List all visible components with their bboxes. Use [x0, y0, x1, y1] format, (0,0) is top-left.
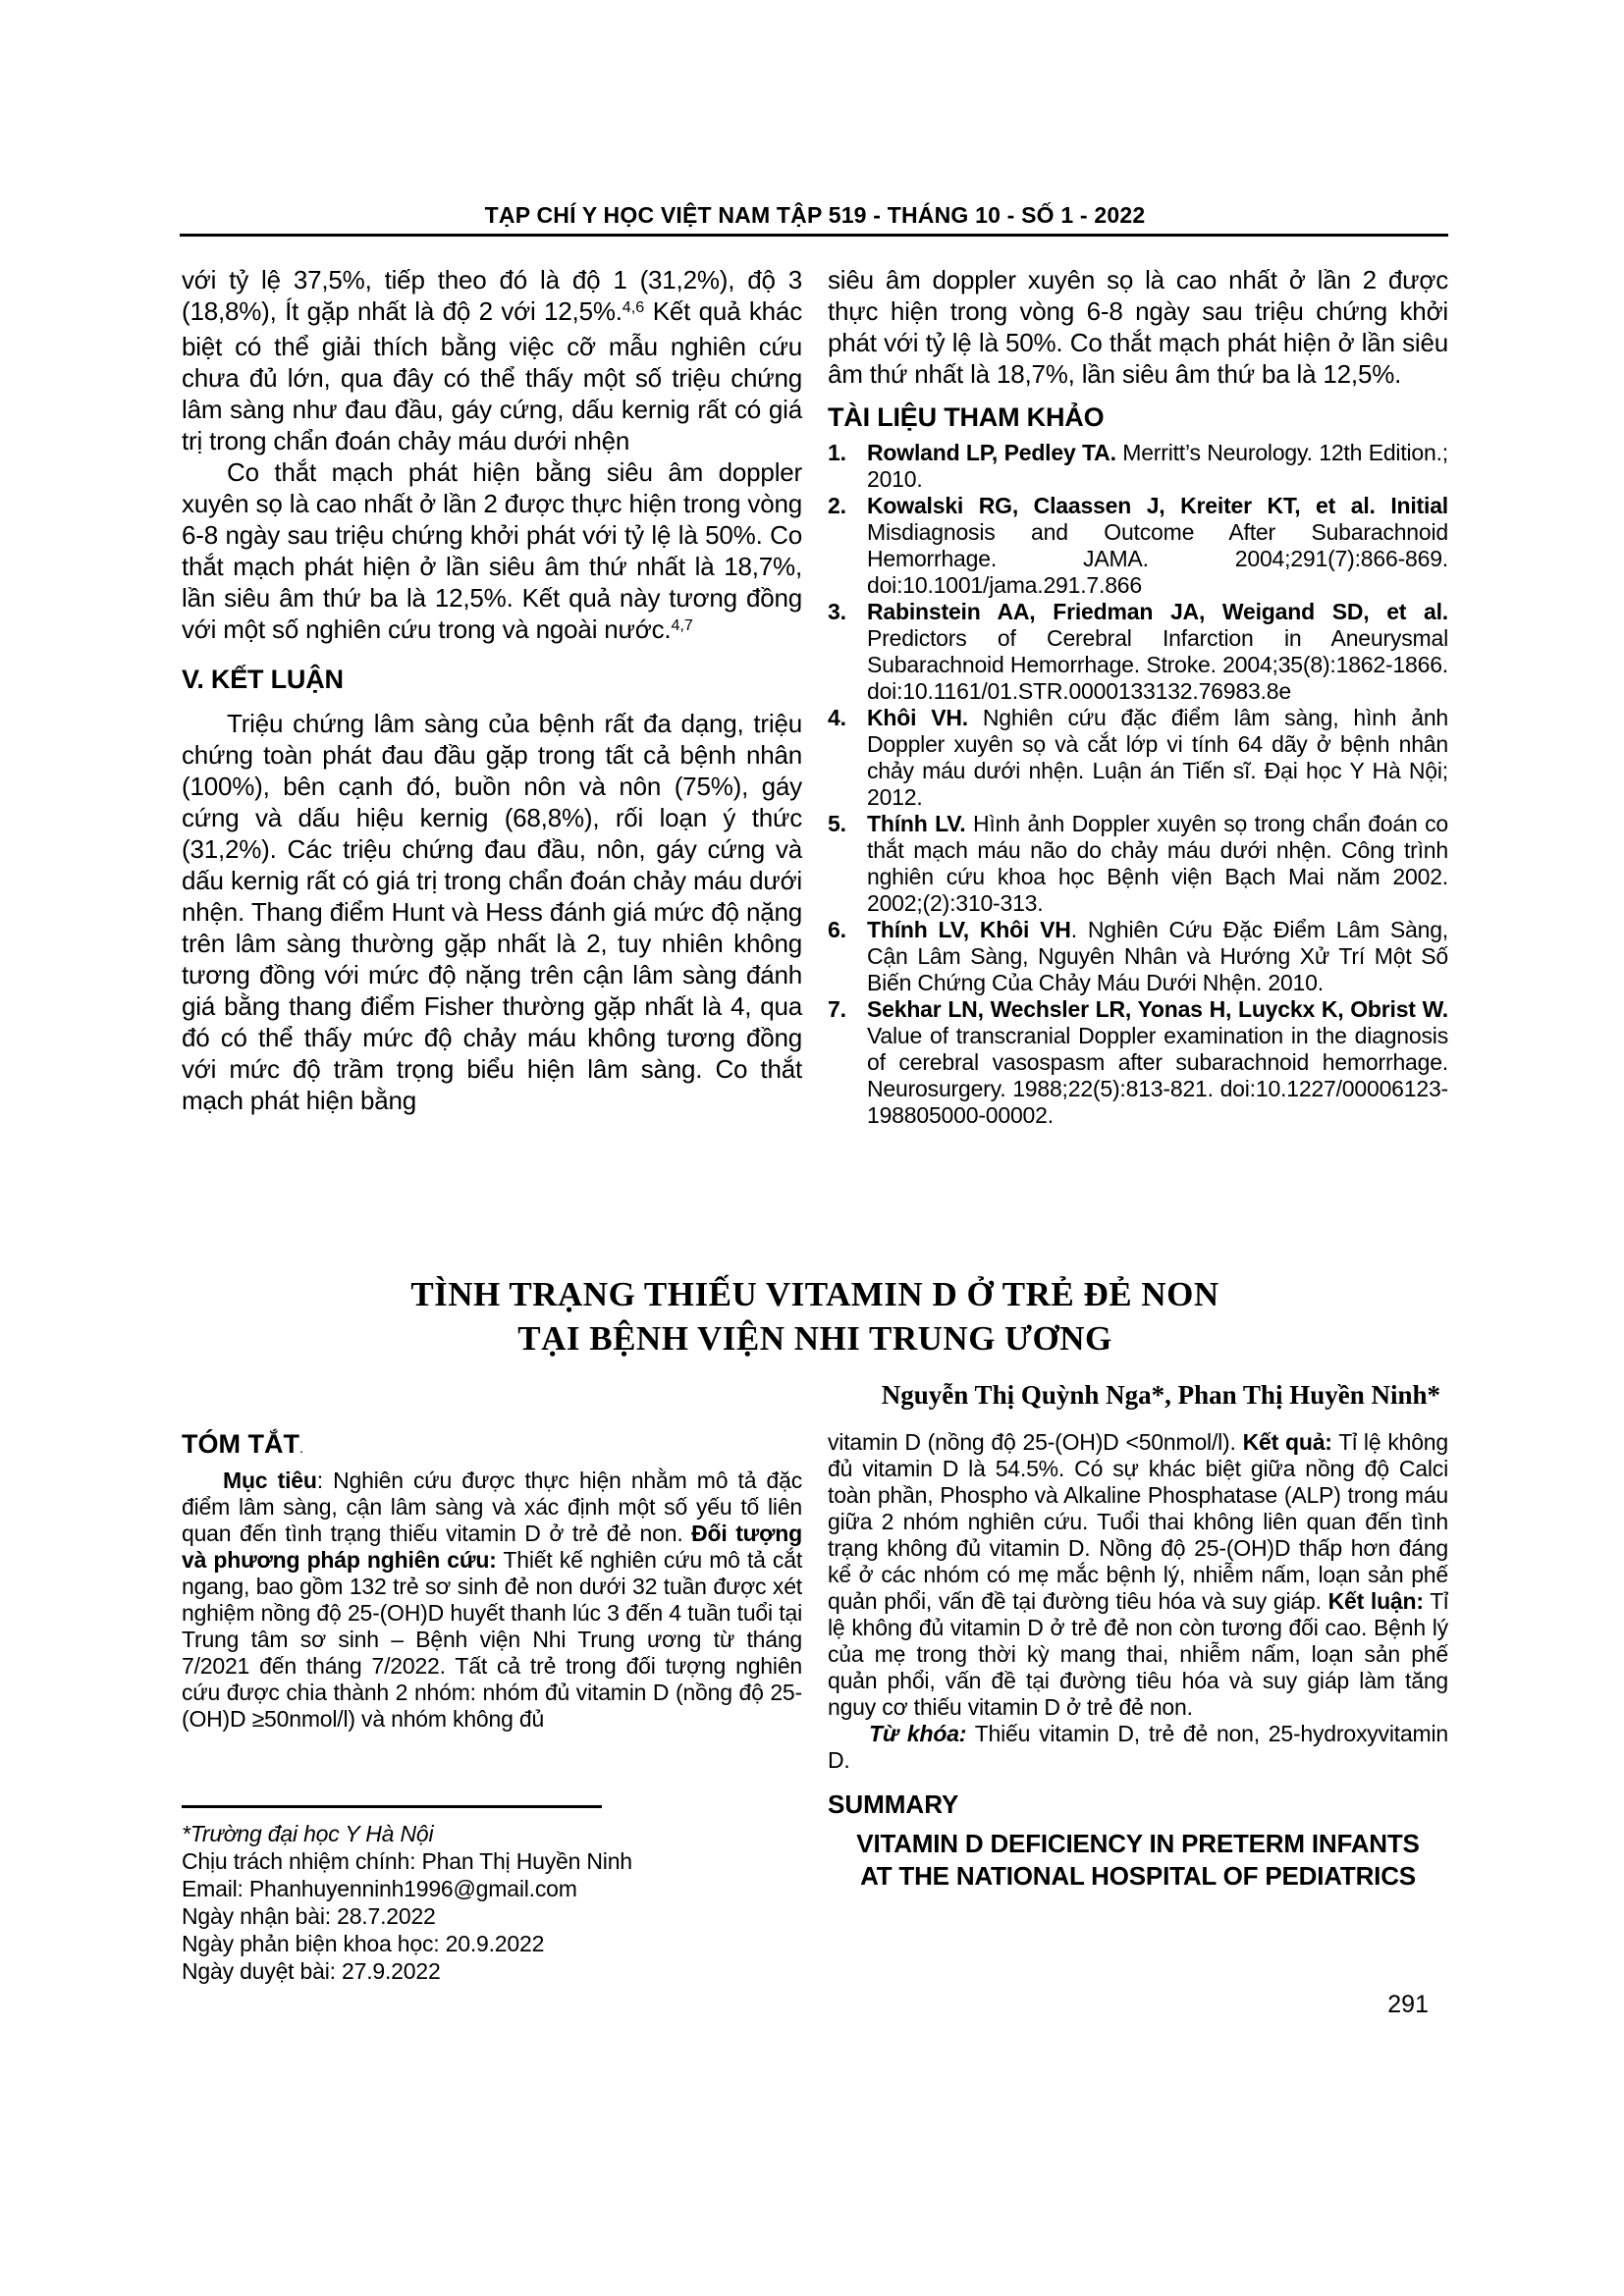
reference-item [828, 599, 1448, 705]
reference-text [867, 917, 1448, 996]
footnote-line: Ngày duyệt bài: 27.9.2022 [182, 1958, 441, 1984]
article1-paragraph-continued [828, 264, 1448, 390]
reference-text [867, 811, 1448, 917]
reference-number: 3. [828, 599, 846, 624]
text-segment: Thính LV, Khôi VH [867, 917, 1071, 942]
references-heading: TÀI LIỆU THAM KHẢO [828, 402, 1105, 432]
article1-paragraph-continued [182, 264, 802, 456]
summary-title [828, 1828, 1448, 1893]
article1-right-column [828, 264, 1448, 1129]
text-segment: Rabinstein AA, Friedman JA, Weigand SD, et al. [867, 599, 1448, 624]
text-segment: Thiếu vitamin D, trẻ đẻ non, 25-hydroxyvitamin D. [828, 1721, 1448, 1773]
text-segment: Predictors of Cerebral Infarction in Aneurysmal Subarachnoid Hemorrhage. Stroke. 2004;35(8):1862-1866. doi:10.1161/01.STR.0000133132.76983.8e [867, 625, 1448, 704]
abstract-paragraph [182, 1468, 802, 1733]
reference-item [828, 917, 1448, 996]
reference-text [867, 599, 1448, 705]
footnote-line: Email: Phanhuyenninh1996@gmail.com [182, 1876, 577, 1901]
abstract-heading [182, 1429, 802, 1460]
text-segment: Tỉ lệ không đủ vitamin D là 54.5%. Có sự khác biệt giữa nồng độ Calci toàn phần, Phospho và Alkaline Phosphatase (ALP) trong máu giữa 2 nhóm nghiên cứu. Tuổi thai không liên quan đến tình trạng không đủ vitamin D. Nồng độ 25-(OH)D thấp hơn đáng kể ở các nhóm có mẹ mắc bệnh lý, nhiễm nấm, loạn sản phế quản phổi, vấn đề tại đường tiêu hóa và suy giáp. [828, 1429, 1448, 1614]
footnote-lines [182, 1820, 802, 1985]
summary-title-line1: VITAMIN D DEFICIENCY IN PRETERM INFANTS [856, 1829, 1420, 1858]
article2-columns [182, 1429, 1448, 1985]
text-segment: Tỉ lệ không đủ vitamin D ở trẻ đẻ non còn tương đối cao. Bệnh lý của mẹ trong thời kỳ mang thai, nhiễm nấm, loạn sản phế quản phổi, vấn đề tại đường tiêu hóa và suy giáp làm tăng nguy cơ thiếu vitamin D ở trẻ đẻ non. [828, 1588, 1449, 1720]
text-segment: TÓM TẮT [182, 1429, 299, 1459]
article2-authors: Nguyễn Thị Quỳnh Nga*, Phan Thị Huyền Ninh* [881, 1380, 1440, 1410]
text-segment: Thính LV. [867, 811, 966, 836]
text-segment: Từ khóa: [869, 1721, 967, 1746]
article1-left-column [182, 264, 802, 1129]
text-segment: Rowland LP, Pedley TA. [867, 440, 1116, 465]
text-segment: Kết quả: [1242, 1429, 1332, 1455]
keywords-line [828, 1721, 1448, 1774]
reference-text [867, 705, 1448, 811]
reference-item [828, 440, 1448, 493]
footnote-line: Chịu trách nhiệm chính: Phan Thị Huyền Ninh [182, 1848, 632, 1874]
summary-title-line2: AT THE NATIONAL HOSPITAL OF PEDIATRICS [860, 1861, 1416, 1891]
footnote-block [182, 1805, 802, 1985]
reference-number: 2. [828, 493, 846, 518]
text-segment: Thiết kế nghiên cứu mô tả cắt ngang, bao gồm 132 trẻ sơ sinh đẻ non dưới 32 tuần được xét nghiệm nồng độ 25-(OH)D huyết thanh lúc 3 đến 4 tuần tuổi tại Trung tâm sơ sinh – Bệnh viện Nhi Trung ương từ tháng 7/2021 đến tháng 7/2022. Tất cả trẻ trong đối tượng nghiên cứu được chia thành 2 nhóm: nhóm đủ vitamin D (nồng độ 25-(OH)D ≥50nmol/l) và nhóm không đủ [182, 1547, 803, 1732]
text-segment: Hình ảnh Doppler xuyên sọ trong chẩn đoán co thắt mạch máu não do chảy máu dưới nhện. Công trình nghiên cứu khoa học Bệnh viện Bạch Mai năm 2002. 2002;(2):310-313. [867, 811, 1448, 916]
article2-title-line1: TÌNH TRẠNG THIẾU VITAMIN D Ở TRẺ ĐẺ NON [410, 1275, 1219, 1313]
text-segment: Co thắt mạch phát hiện bằng siêu âm doppler xuyên sọ là cao nhất ở lần 2 được thực hiện trong vòng 6-8 ngày sau triệu chứng khởi phát với tỷ lệ là 50%. Co thắt mạch phát hiện ở lần siêu âm thứ nhất là 18,7%, lần siêu âm thứ ba là 12,5%. Kết quả này tương đồng với một số nghiên cứu trong và ngoài nước. [182, 457, 802, 644]
reference-number: 5. [828, 811, 846, 836]
text-segment: Mục tiêu [223, 1468, 317, 1493]
text-segment: Merritt’s Neurology. 12th Edition.; 2010. [867, 440, 1448, 492]
reference-text [867, 440, 1448, 493]
references-list [828, 440, 1448, 1129]
text-segment: vitamin D (nồng độ 25-(OH)D <50nmol/l). [828, 1429, 1243, 1455]
reference-number: 7. [828, 996, 846, 1022]
text-segment: 4,7 [671, 615, 693, 634]
header-rule [180, 234, 1448, 237]
footnote-line: *Trường đại học Y Hà Nội [182, 1821, 434, 1846]
footnote-separator [182, 1805, 602, 1808]
text-segment: Triệu chứng lâm sàng của bệnh rất đa dạng, triệu chứng toàn phát đau đầu gặp trong tất cả bệnh nhân (100%), bên cạnh đó, buồn nôn và nôn (75%), gáy cứng và dấu hiệu kernig (68,8%), rối loạn ý thức (31,2%). Các triệu chứng đau đầu, nôn, gáy cứng và dấu kernig rất có giá trị trong chẩn đoán chảy máu dưới nhện. Thang điểm Hunt và Hess đánh giá mức độ nặng trên lâm sàng thường gặp nhất là 2, tuy nhiên không tương đồng với mức độ nặng trên cận lâm sàng đánh giá bằng thang điểm Fisher thường gặp nhất là 4, qua đó có thể thấy mức độ chảy máu không tương đồng với mức độ trầm trọng biểu hiện lâm sàng. Co thắt mạch phát hiện bằng [182, 709, 802, 1115]
reference-number: 1. [828, 440, 846, 465]
text-segment: . Nghiên Cứu Đặc Điểm Lâm Sàng, Cận Lâm Sàng, Nguyên Nhân và Hướng Xử Trí Một Số Biến Chứng Của Chảy Máu Dưới Nhện. 2010. [867, 917, 1448, 995]
footnote-line: Ngày nhận bài: 28.7.2022 [182, 1903, 436, 1929]
article2-left-column [182, 1429, 802, 1985]
running-header: TẠP CHÍ Y HỌC VIỆT NAM TẬP 519 - THÁNG 10 - SỐ 1 - 2022 [484, 202, 1146, 228]
text-segment: siêu âm doppler xuyên sọ là cao nhất ở lần 2 được thực hiện trong vòng 6-8 ngày sau triệu chứng khởi phát với tỷ lệ là 50%. Co thắt mạch phát hiện ở lần siêu âm thứ nhất là 18,7%, lần siêu âm thứ ba là 12,5%. [828, 265, 1448, 389]
conclusion-paragraph [182, 708, 802, 1116]
text-segment: Khôi VH. [867, 705, 968, 730]
text-segment: . [298, 1441, 304, 1457]
reference-item [828, 811, 1448, 917]
text-segment: 4,6 [622, 297, 645, 316]
text-segment: Sekhar LN, Wechsler LR, Yonas H, Luyckx K, Obrist W. [867, 996, 1448, 1022]
reference-number: 6. [828, 917, 846, 942]
summary-heading: SUMMARY [828, 1789, 959, 1819]
conclusion-heading: V. KẾT LUẬN [182, 665, 344, 694]
article1-columns [182, 264, 1448, 1129]
article1-paragraph [182, 456, 802, 649]
article2-title-line2: TẠI BỆNH VIỆN NHI TRUNG ƯƠNG [517, 1319, 1112, 1358]
reference-item [828, 705, 1448, 811]
text-segment: Nghiên cứu đặc điểm lâm sàng, hình ảnh Doppler xuyên sọ và cắt lớp vi tính 64 dãy ở bệnh nhân chảy máu dưới nhện. Luận án Tiến sĩ. Đại học Y Hà Nội; 2012. [867, 705, 1448, 810]
article2-right-column [828, 1429, 1448, 1985]
footnote-line: Ngày phản biện khoa học: 20.9.2022 [182, 1931, 545, 1956]
reference-item [828, 493, 1448, 599]
abstract-paragraph-continued [828, 1429, 1448, 1721]
reference-text [867, 996, 1448, 1129]
text-segment: Kết luận: [1327, 1588, 1424, 1614]
page-number: 291 [1387, 1991, 1429, 2018]
text-segment: Đối tượng và phương pháp nghiên cứu: [182, 1521, 802, 1573]
text-segment: Value of transcranial Doppler examination in the diagnosis of cerebral vasospasm after subarachnoid hemorrhage. Neurosurgery. 1988;22(5):813-821. doi:10.1227/00006123-198805000-00002. [867, 1023, 1448, 1128]
reference-item [828, 996, 1448, 1129]
text-segment: Misdiagnosis and Outcome After Subarachnoid Hemorrhage. JAMA. 2004;291(7):866-869. doi:10.1001/jama.291.7.866 [867, 519, 1448, 598]
reference-text [867, 493, 1448, 599]
reference-number: 4. [828, 705, 846, 730]
article2-title [182, 1272, 1448, 1361]
text-segment: : Nghiên cứu được thực hiện nhằm mô tả đặc điểm lâm sàng, cận lâm sàng và xác định một số yếu tố liên quan đến tình trạng thiếu vitamin D ở trẻ đẻ non. [182, 1468, 802, 1546]
text-segment: Kết quả khác biệt có thể giải thích bằng việc cỡ mẫu nghiên cứu chưa đủ lớn, qua đây có thể thấy một số triệu chứng lâm sàng như đau đầu, gáy cứng, dấu kernig rất có giá trị trong chẩn đoán chảy máu dưới nhện [182, 296, 802, 455]
text-segment: Kowalski RG, Claassen J, Kreiter KT, et al. Initial [867, 493, 1448, 518]
text-segment: với tỷ lệ 37,5%, tiếp theo đó là độ 1 (31,2%), độ 3 (18,8%), Ít gặp nhất là độ 2 với 12,5%. [182, 265, 802, 326]
